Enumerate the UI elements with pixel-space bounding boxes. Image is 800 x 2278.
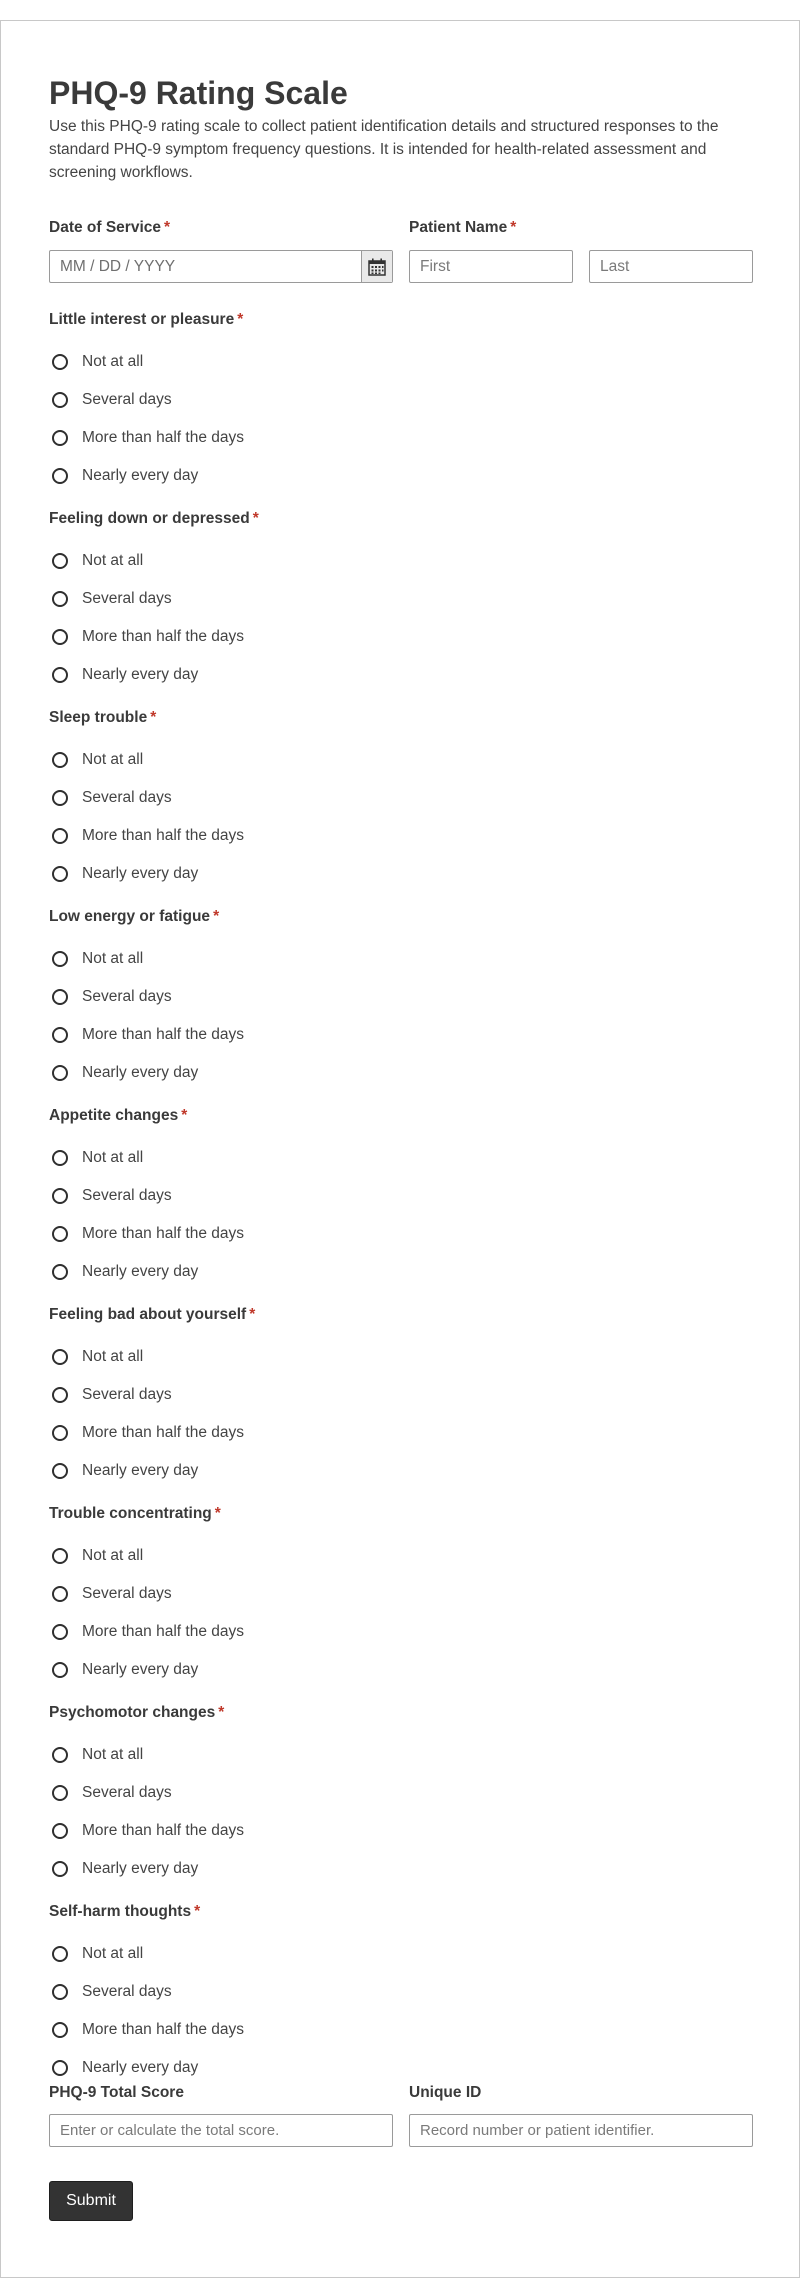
radio-option-label: Nearly every day (82, 467, 199, 484)
radio-option[interactable] (49, 2056, 198, 2080)
radio-option-label: Nearly every day (82, 1462, 199, 1479)
radio-option-label: Not at all (82, 1945, 144, 1962)
radio-circle-icon[interactable] (52, 828, 68, 844)
question-label: Low energy or fatigue * (49, 908, 220, 925)
radio-option[interactable] (49, 1980, 172, 2004)
radio-option[interactable] (49, 1260, 198, 1284)
radio-option-label: Nearly every day (82, 2059, 199, 2076)
date-of-service-group (49, 218, 393, 283)
radio-option-label: Several days (82, 1983, 172, 2000)
radio-circle-icon[interactable] (52, 667, 68, 683)
radio-circle-icon[interactable] (52, 1624, 68, 1640)
radio-circle-icon[interactable] (52, 354, 68, 370)
radio-option-label: Nearly every day (82, 666, 199, 683)
radio-circle-icon[interactable] (52, 1387, 68, 1403)
required-marker: * (213, 908, 220, 925)
radio-option[interactable] (49, 2018, 244, 2042)
radio-circle-icon[interactable] (52, 1946, 68, 1962)
submit-button[interactable]: Submit (49, 2181, 133, 2221)
radio-option-label: Not at all (82, 552, 144, 569)
radio-option[interactable] (49, 587, 172, 611)
radio-option[interactable] (49, 1345, 143, 1369)
radio-option[interactable] (49, 1061, 198, 1085)
required-marker: * (214, 1505, 221, 1522)
radio-option-label: Not at all (82, 1547, 144, 1564)
patient-name-label: Patient Name * (409, 219, 517, 236)
required-marker: * (252, 510, 259, 527)
radio-option[interactable] (49, 985, 172, 1009)
radio-circle-icon[interactable] (52, 1349, 68, 1365)
radio-option[interactable] (49, 549, 143, 573)
question-group (49, 310, 753, 500)
radio-option[interactable] (49, 1544, 143, 1568)
radio-option[interactable] (49, 1658, 198, 1682)
radio-option-label: Several days (82, 1187, 172, 1204)
question-label: Little interest or pleasure * (49, 311, 244, 328)
question-group (49, 907, 753, 1097)
required-marker: * (237, 311, 244, 328)
question-label: Appetite changes * (49, 1107, 188, 1124)
radio-option[interactable] (49, 1781, 172, 1805)
radio-circle-icon[interactable] (52, 1785, 68, 1801)
date-input-wrapper (49, 250, 393, 283)
radio-circle-icon[interactable] (52, 1027, 68, 1043)
radio-option-label: More than half the days (82, 2021, 244, 2038)
radio-option[interactable] (49, 388, 172, 412)
radio-circle-icon[interactable] (52, 591, 68, 607)
radio-option-label: More than half the days (82, 1424, 244, 1441)
radio-option-label: Nearly every day (82, 1860, 199, 1877)
radio-circle-icon[interactable] (52, 1984, 68, 2000)
question-group (49, 1902, 753, 2092)
radio-option[interactable] (49, 350, 143, 374)
radio-circle-icon[interactable] (52, 1150, 68, 1166)
question-group (49, 1305, 753, 1495)
radio-circle-icon[interactable] (52, 951, 68, 967)
radio-circle-icon[interactable] (52, 1586, 68, 1602)
radio-option[interactable] (49, 1857, 198, 1881)
question-label: Sleep trouble * (49, 709, 157, 726)
required-marker: * (194, 1903, 201, 1920)
radio-option-label: Several days (82, 988, 172, 1005)
radio-option[interactable] (49, 1023, 244, 1047)
radio-circle-icon[interactable] (52, 1188, 68, 1204)
radio-option[interactable] (49, 663, 198, 687)
calendar-icon (367, 257, 387, 277)
radio-circle-icon[interactable] (52, 2022, 68, 2038)
radio-option[interactable] (49, 1582, 172, 1606)
question-group (49, 1504, 753, 1694)
radio-option-label: More than half the days (82, 429, 244, 446)
radio-option-label: More than half the days (82, 1026, 244, 1043)
radio-option-label: More than half the days (82, 1623, 244, 1640)
radio-option-label: Not at all (82, 1149, 144, 1166)
radio-circle-icon[interactable] (52, 629, 68, 645)
radio-option[interactable] (49, 748, 143, 772)
required-marker: * (218, 1704, 225, 1721)
question-group (49, 509, 753, 699)
radio-option-label: Not at all (82, 1746, 144, 1763)
score-row (49, 2083, 753, 2153)
form-description: Use this PHQ-9 rating scale to collect patient identification details and structured responses to the standard PHQ-9 symptom frequency questions. It is intended for health-related assessment and screening workflows. (49, 118, 719, 181)
radio-circle-icon[interactable] (52, 1065, 68, 1081)
radio-option[interactable] (49, 1383, 172, 1407)
radio-circle-icon[interactable] (52, 752, 68, 768)
radio-option-label: Not at all (82, 751, 144, 768)
radio-option-label: Several days (82, 590, 172, 607)
radio-circle-icon[interactable] (52, 866, 68, 882)
radio-option-label: Not at all (82, 1348, 144, 1365)
question-label: Psychomotor changes * (49, 1704, 225, 1721)
radio-circle-icon[interactable] (52, 553, 68, 569)
radio-option-label: Not at all (82, 950, 144, 967)
radio-circle-icon[interactable] (52, 1463, 68, 1479)
radio-option[interactable] (49, 1184, 172, 1208)
first-name-input[interactable]: First (409, 250, 573, 283)
radio-option[interactable] (49, 1620, 244, 1644)
unique-id-label: Unique ID (409, 2084, 482, 2101)
last-name-input[interactable]: Last (589, 250, 753, 283)
radio-option-label: Not at all (82, 353, 144, 370)
radio-option-label: Several days (82, 1585, 172, 1602)
total-score-input[interactable]: Enter or calculate the total score. (49, 2114, 393, 2147)
radio-circle-icon[interactable] (52, 790, 68, 806)
question-group (49, 708, 753, 898)
calendar-button[interactable] (361, 251, 392, 282)
radio-option-label: Nearly every day (82, 1263, 199, 1280)
radio-option-label: More than half the days (82, 827, 244, 844)
question-label: Feeling bad about yourself * (49, 1306, 256, 1323)
radio-option-label: Several days (82, 789, 172, 806)
date-of-service-label: Date of Service * (49, 219, 171, 236)
radio-option-label: More than half the days (82, 628, 244, 645)
radio-option[interactable] (49, 464, 198, 488)
radio-circle-icon[interactable] (52, 1861, 68, 1877)
question-label: Self-harm thoughts * (49, 1903, 201, 1920)
radio-option[interactable] (49, 1743, 143, 1767)
radio-option-label: Nearly every day (82, 865, 199, 882)
unique-id-input[interactable]: Record number or patient identifier. (409, 2114, 753, 2147)
total-score-group (49, 2083, 393, 2147)
radio-option[interactable] (49, 426, 244, 450)
radio-option[interactable] (49, 1459, 198, 1483)
radio-option-label: Several days (82, 1784, 172, 1801)
radio-option[interactable] (49, 625, 244, 649)
page-title: PHQ-9 Rating Scale (49, 75, 348, 111)
radio-option-label: More than half the days (82, 1822, 244, 1839)
radio-circle-icon[interactable] (52, 1662, 68, 1678)
radio-option[interactable] (49, 1421, 244, 1445)
question-label: Trouble concentrating * (49, 1505, 221, 1522)
radio-option[interactable] (49, 786, 172, 810)
form-card (0, 20, 800, 2278)
question-group (49, 1106, 753, 1296)
unique-id-group (409, 2083, 753, 2147)
radio-circle-icon[interactable] (52, 1548, 68, 1564)
patient-name-inputs (409, 250, 753, 283)
radio-circle-icon[interactable] (52, 430, 68, 446)
identification-row (49, 218, 753, 288)
form-body (49, 73, 753, 2209)
required-marker: * (510, 219, 517, 236)
question-group (49, 1703, 753, 1893)
radio-option[interactable] (49, 1819, 244, 1843)
radio-option[interactable] (49, 1942, 143, 1966)
date-of-service-input[interactable] (49, 250, 393, 283)
radio-option-label: More than half the days (82, 1225, 244, 1242)
radio-option-label: Nearly every day (82, 1661, 199, 1678)
required-marker: * (181, 1107, 188, 1124)
required-marker: * (249, 1306, 256, 1323)
patient-name-group (409, 218, 753, 283)
radio-option[interactable] (49, 1222, 244, 1246)
radio-option[interactable] (49, 862, 198, 886)
radio-option[interactable] (49, 824, 244, 848)
radio-circle-icon[interactable] (52, 1425, 68, 1441)
radio-option[interactable] (49, 1146, 143, 1170)
radio-circle-icon[interactable] (52, 392, 68, 408)
radio-circle-icon[interactable] (52, 989, 68, 1005)
date-placeholder: MM / DD / YYYY (60, 258, 176, 275)
total-score-label: PHQ-9 Total Score (49, 2084, 184, 2101)
radio-circle-icon[interactable] (52, 1264, 68, 1280)
required-marker: * (164, 219, 171, 236)
radio-option-label: Several days (82, 391, 172, 408)
radio-option-label: Several days (82, 1386, 172, 1403)
radio-circle-icon[interactable] (52, 1823, 68, 1839)
required-marker: * (150, 709, 157, 726)
radio-option-label: Nearly every day (82, 1064, 199, 1081)
radio-option[interactable] (49, 947, 143, 971)
radio-circle-icon[interactable] (52, 2060, 68, 2076)
radio-circle-icon[interactable] (52, 1226, 68, 1242)
radio-circle-icon[interactable] (52, 468, 68, 484)
radio-circle-icon[interactable] (52, 1747, 68, 1763)
question-label: Feeling down or depressed * (49, 510, 259, 527)
